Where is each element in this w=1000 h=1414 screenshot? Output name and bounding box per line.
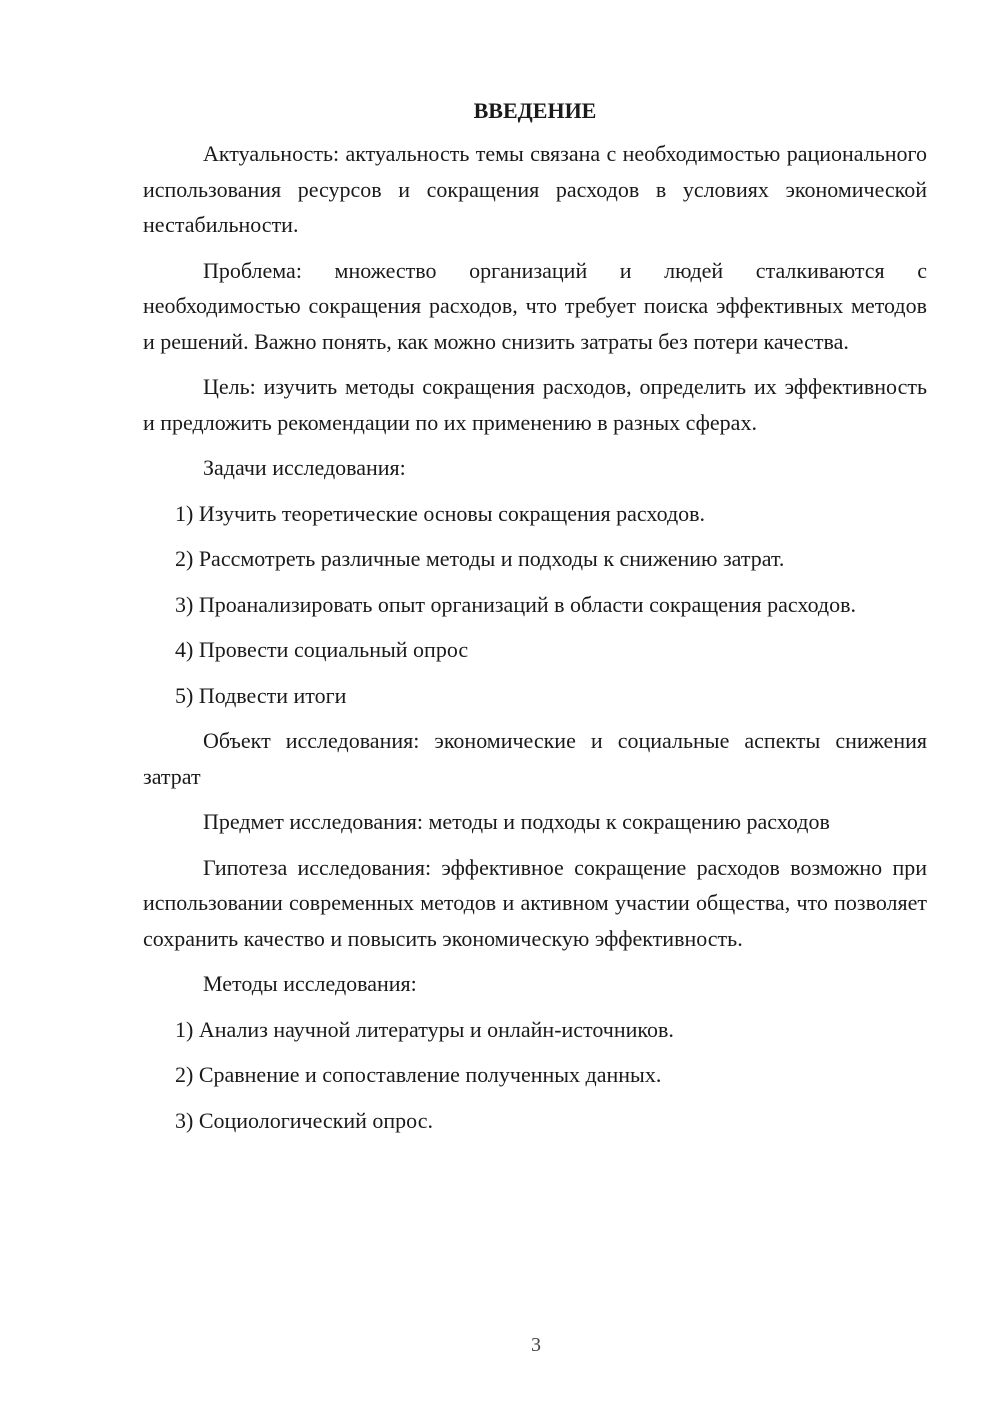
task-item-5: 5) Подвести итоги	[175, 682, 347, 708]
subject-paragraph: Предмет исследования: методы и подходы к сокращению расходов	[203, 809, 830, 834]
section-title: ВВЕДЕНИЕ	[473, 98, 597, 123]
methods-heading: Методы исследования:	[203, 971, 417, 996]
task-item-4: 4) Провести социальный опрос	[175, 637, 469, 662]
tasks-heading: Задачи исследования:	[203, 455, 406, 480]
goal-paragraph: Цель: изучить методы сокращения расходов, определить их эффективность и предложить рекомендации по их применению в разных сферах.	[143, 374, 927, 435]
hypothesis-paragraph: Гипотеза исследования: эффективное сокращение расходов возможно при использовании современных методов и активном участии общества, что позволяет сохранить качество и повысить экономическую эффективность.	[143, 854, 927, 951]
method-item-3: 3) Социологический опрос.	[175, 1107, 433, 1133]
task-item-1: 1) Изучить теоретические основы сокращения расходов.	[175, 500, 706, 526]
method-item-1: 1) Анализ научной литературы и онлайн-источников.	[175, 1016, 674, 1042]
problem-paragraph: Проблема: множество организаций и людей сталкиваются с необходимостью сокращения расходов, что требует поиска эффективных методов и решений. Важно понять, как можно снизить затраты без потери качества.	[143, 257, 927, 354]
relevance-paragraph: Актуальность: актуальность темы связана с необходимостью рационального использования ресурсов и сокращения расходов в условиях экономической нестабильности.	[143, 141, 927, 237]
page-number: 3	[531, 1334, 541, 1356]
object-paragraph: Объект исследования: экономические и социальные аспекты снижения затрат	[143, 728, 927, 789]
task-item-3: 3) Проанализировать опыт организаций в области сокращения расходов.	[175, 591, 857, 617]
method-item-2: 2) Сравнение и сопоставление полученных данных.	[175, 1062, 662, 1087]
page-content	[143, 96, 927, 1148]
task-item-2: 2) Рассмотреть различные методы и подходы к снижению затрат.	[175, 546, 785, 571]
